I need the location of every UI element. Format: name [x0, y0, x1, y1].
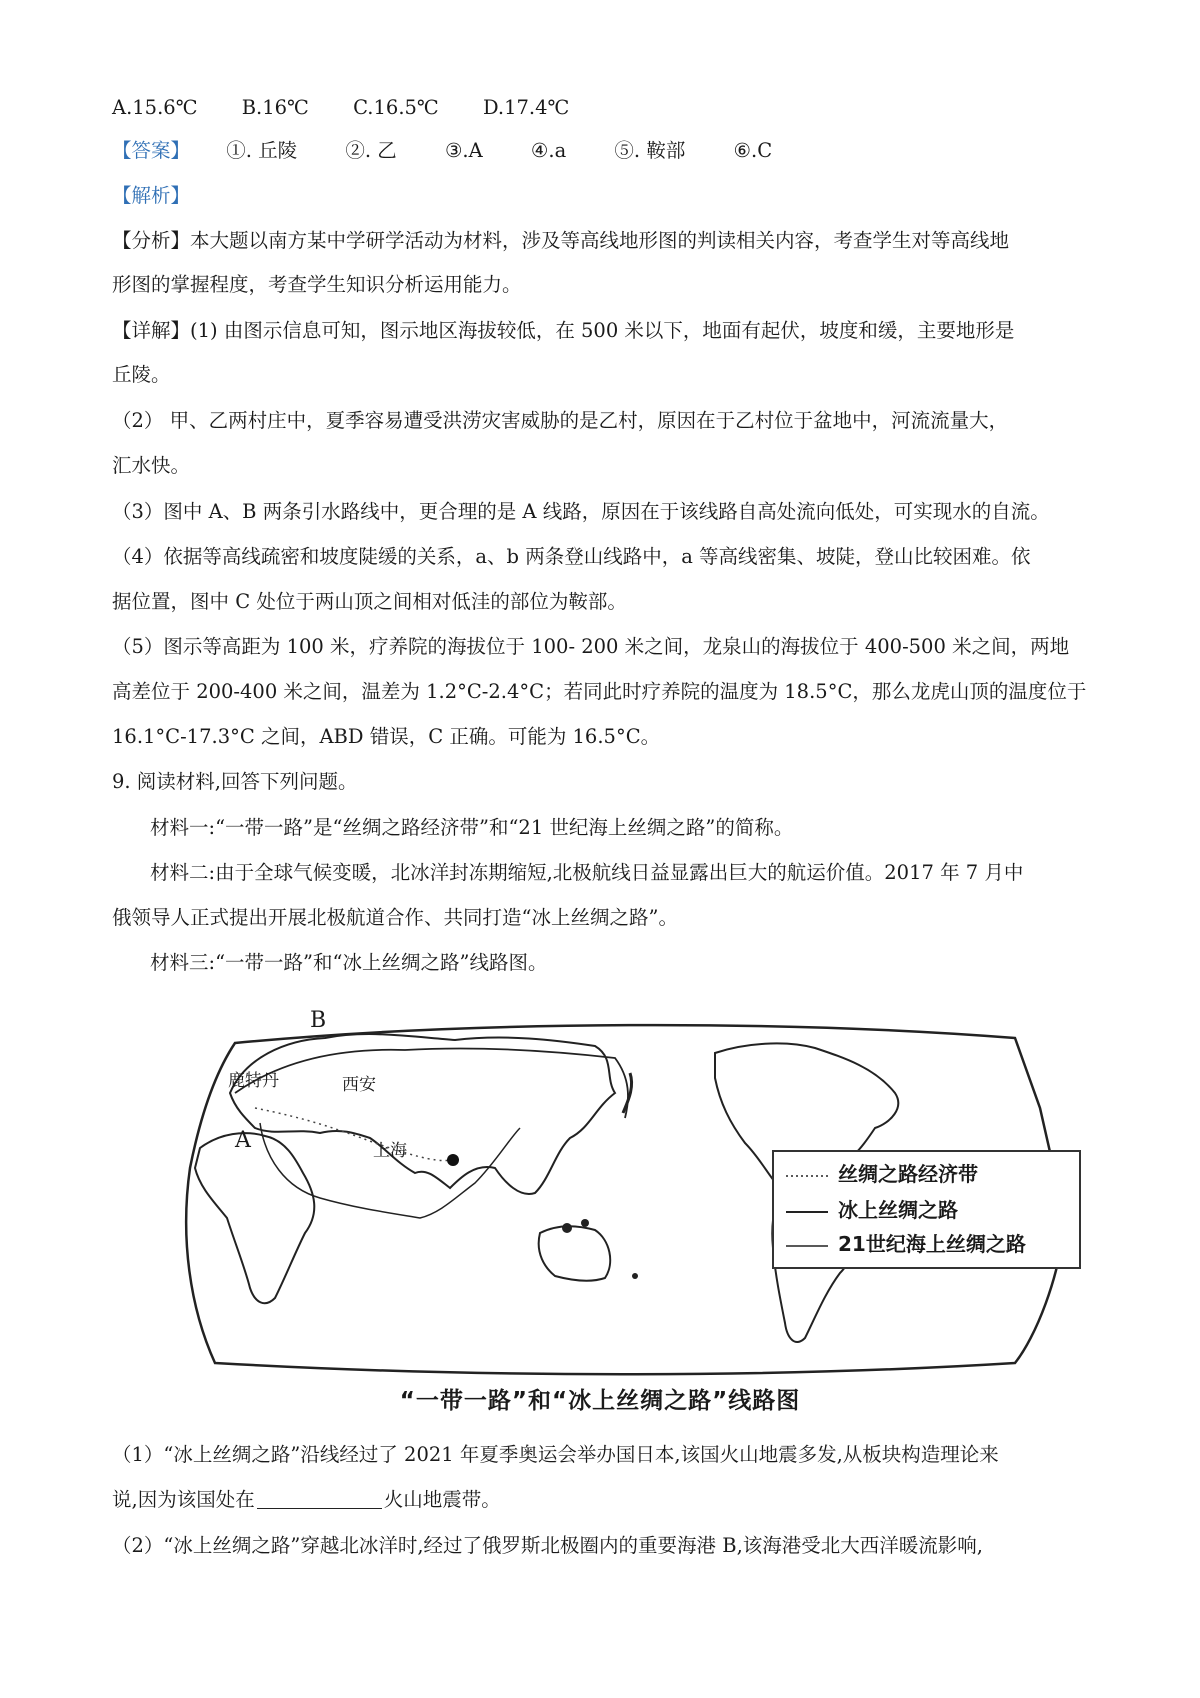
option-a[interactable]: A.15.6℃ [112, 96, 198, 119]
legend-item-maritime [786, 1228, 1026, 1260]
answer-item: ④.a [530, 139, 567, 162]
answer-item: ⑥.C [733, 139, 773, 162]
answer-item: ③.A [444, 139, 483, 162]
material-2: 材料二:由于全球气候变暖，北冰洋封冻期缩短,北极航线日益显露出巨大的航运价值。2017 年 7 月中 [150, 861, 1024, 884]
island-mark [581, 1219, 589, 1227]
map-label-xian: 西安 [342, 1075, 376, 1095]
australia-outline [539, 1226, 611, 1280]
question-9-stem: 9. 阅读材料,回答下列问题。 [112, 770, 358, 793]
xian-point [447, 1154, 459, 1166]
sub-question-1: （1）“冰上丝绸之路”沿线经过了 2021 年夏季奥运会举办国日本,该国火山地震多发,从板块构造理论来 [112, 1443, 999, 1466]
analysis-p2: 【详解】(1) 由图示信息可知，图示地区海拔较低，在 500 米以下，地面有起伏，坡度和缓，主要地形是 [112, 319, 1015, 342]
analysis-p3: （2） 甲、乙两村庄中，夏季容易遭受洪涝灾害威胁的是乙村，原因在于乙村位于盆地中，河流流量大， [112, 409, 1009, 432]
sub-question-1b-text: 火山地震带。 [383, 1488, 501, 1511]
map-caption: “一带一路”和“冰上丝绸之路”线路图 [399, 1388, 801, 1414]
map-label-rotterdam: 鹿特丹 [228, 1071, 279, 1091]
answer-blank[interactable] [257, 1488, 382, 1509]
analysis-p6: （5）图示等高距为 100 米，疗养院的海拔位于 100- 200 米之间，龙泉山的海拔位于 400-500 米之间，两地 [112, 635, 1070, 658]
analysis-p5: （4）依据等高线疏密和坡度陡缓的关系，a、b 两条登山线路中，a 等高线密集、坡陡，登山比较困难。依 [112, 545, 1031, 568]
answer-item: ①. 丘陵 [226, 139, 298, 162]
option-c[interactable]: C.16.5℃ [353, 96, 439, 119]
polar-silk-road-route [235, 1048, 628, 1118]
map-label-a: A [235, 1128, 251, 1153]
answer-line [112, 136, 1102, 166]
analysis-p1: 【分析】本大题以南方某中学研学活动为材料，涉及等高线地形图的判读相关内容，考查学生对等高线地 [112, 229, 1010, 252]
analysis-p5b: 据位置，图中 C 处位于两山顶之间相对低洼的部位为鞍部。 [112, 590, 627, 613]
silk-road-belt-route [255, 1108, 450, 1161]
legend-item-belt [786, 1158, 978, 1190]
island-mark [562, 1223, 572, 1233]
material-2b: 俄领导人正式提出开展北极航道合作、共同打造“冰上丝绸之路”。 [112, 906, 678, 929]
option-b[interactable]: B.16℃ [241, 96, 309, 119]
dotted-line-icon [786, 1173, 828, 1179]
map-legend [772, 1150, 1081, 1269]
material-1: 材料一:“一带一路”是“丝绸之路经济带”和“21 世纪海上丝绸之路”的简称。 [150, 816, 794, 839]
map-label-shanghai: 上海 [373, 1141, 407, 1161]
answer-item: ②. 乙 [345, 139, 397, 162]
analysis-label: 【解析】 [112, 184, 191, 207]
analysis-p1b: 形图的掌握程度，考查学生知识分析运用能力。 [112, 273, 522, 296]
solid-line-icon [786, 1243, 828, 1249]
legend-label: 丝绸之路经济带 [838, 1162, 978, 1186]
sub-question-2: （2）“冰上丝绸之路”穿越北冰洋时,经过了俄罗斯北极圈内的重要海港 B,该海港受北大西洋暖流影响, [112, 1534, 983, 1557]
analysis-p6b: 高差位于 200-400 米之间，温差为 1.2°C-2.4°C；若同此时疗养院的温度为 18.5°C，那么龙虎山顶的温度位于 [112, 680, 1087, 703]
option-d[interactable]: D.17.4℃ [482, 96, 570, 119]
legend-label: 21世纪海上丝绸之路 [838, 1232, 1026, 1256]
analysis-p6c: 16.1°C-17.3°C 之间，ABD 错误，C 正确。可能为 16.5°C。 [112, 725, 661, 748]
legend-item-polar [786, 1194, 958, 1226]
map-label-b: B [310, 1008, 327, 1033]
material-3: 材料三:“一带一路”和“冰上丝绸之路”线路图。 [150, 951, 548, 974]
legend-label: 冰上丝绸之路 [838, 1198, 958, 1222]
solid-line-icon [786, 1209, 828, 1215]
options-line [112, 93, 1102, 123]
answer-item: ⑤. 鞍部 [614, 139, 686, 162]
sub-question-1b [112, 1485, 1102, 1515]
sub-question-1b-text: 说,因为该国处在 [112, 1488, 255, 1511]
analysis-p3b: 汇水快。 [112, 454, 191, 477]
analysis-p2b: 丘陵。 [112, 363, 171, 386]
island-mark [632, 1273, 638, 1279]
africa-outline [195, 1133, 314, 1303]
eurasia-outline [230, 1034, 615, 1194]
analysis-p4: （3）图中 A、B 两条引水路线中，更合理的是 A 线路，原因在于该线路自高处流向低处，可实现水的自流。 [112, 500, 1050, 523]
answer-label: 【答案】 [112, 139, 191, 162]
